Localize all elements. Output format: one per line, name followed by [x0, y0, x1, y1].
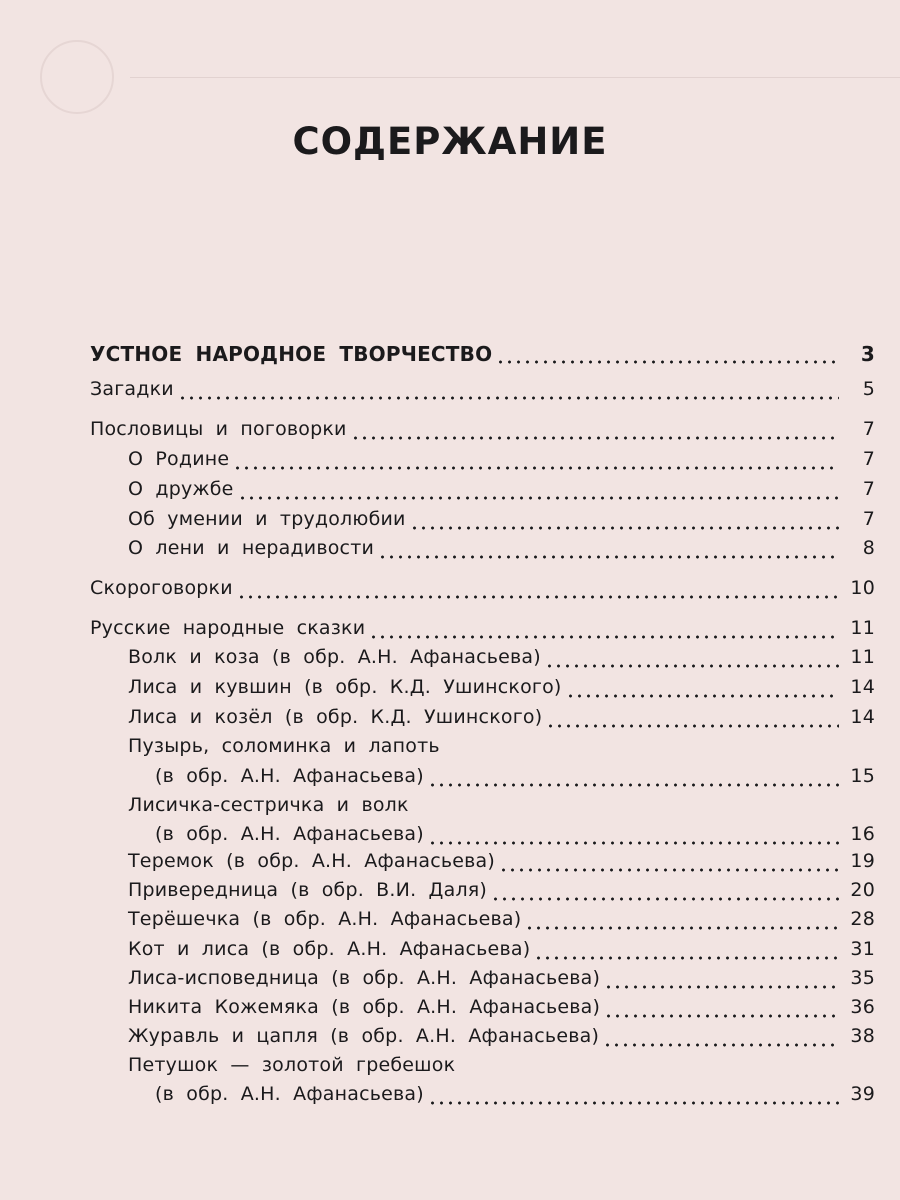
toc-entry-line1[interactable]: [128, 794, 875, 824]
toc-entry[interactable]: [128, 1025, 875, 1055]
toc-entry-title: Лисичка-сестричка и волк: [128, 794, 409, 816]
dot-leader: [428, 841, 839, 845]
toc-entry[interactable]: [90, 378, 875, 408]
dot-leader: [534, 956, 839, 960]
toc-entry-line2[interactable]: [155, 823, 875, 853]
toc-entry[interactable]: [128, 448, 875, 478]
toc-page-number: 7: [862, 508, 875, 530]
toc-entry-line1[interactable]: [128, 735, 875, 765]
dot-leader: [546, 724, 839, 728]
toc-entry[interactable]: [128, 967, 875, 997]
dot-leader: [499, 868, 839, 872]
toc-page-number: 15: [850, 765, 875, 787]
dot-leader: [566, 694, 839, 698]
toc-entry[interactable]: [128, 537, 875, 567]
toc-entry-title: Теремок (в обр. А.Н. Афанасьева): [128, 850, 495, 872]
toc-entry-title: Кот и лиса (в обр. А.Н. Афанасьева): [128, 938, 531, 960]
toc-entry[interactable]: [128, 850, 875, 880]
toc-page-number: 10: [850, 577, 875, 599]
toc-page-number: 14: [850, 676, 875, 698]
toc-entry-title: Лиса-исповедница (в обр. А.Н. Афанасьева): [128, 967, 601, 989]
toc-page-number: 5: [862, 378, 875, 400]
toc-entry-title: О дружбе: [128, 478, 234, 500]
toc-page-number: 19: [850, 850, 875, 872]
dot-leader: [369, 635, 839, 639]
toc-entry[interactable]: [128, 996, 875, 1026]
dot-leader: [545, 664, 839, 668]
toc-page-number: 7: [862, 478, 875, 500]
toc-entry-title: УСТНОЕ НАРОДНОЕ ТВОРЧЕСТВО: [90, 342, 493, 366]
toc-page-number: 11: [850, 646, 875, 668]
header-logo-bleedthrough: [40, 40, 114, 114]
dot-leader: [233, 466, 839, 470]
dot-leader: [178, 396, 839, 400]
toc-entry-title: (в обр. А.Н. Афанасьева): [155, 823, 424, 845]
toc-page-number: 11: [850, 617, 875, 639]
page-title: СОДЕРЖАНИЕ: [292, 120, 608, 163]
dot-leader: [237, 595, 839, 599]
dot-leader: [378, 555, 839, 559]
toc-entry[interactable]: [128, 938, 875, 968]
toc-entry-title: Об умении и трудолюбии: [128, 508, 406, 530]
dot-leader: [238, 496, 839, 500]
toc-page-number: 35: [850, 967, 875, 989]
toc-entry-title: Скороговорки: [90, 577, 233, 599]
toc-entry[interactable]: [128, 646, 875, 676]
toc-entry-title: (в обр. А.Н. Афанасьева): [155, 1083, 424, 1105]
toc-entry-title: Русские народные сказки: [90, 617, 366, 639]
toc-page-number: 31: [850, 938, 875, 960]
dot-leader: [604, 1014, 839, 1018]
toc-page-number: 16: [850, 823, 875, 845]
toc-entry[interactable]: [128, 508, 875, 538]
toc-entry-title: Никита Кожемяка (в обр. А.Н. Афанасьева): [128, 996, 601, 1018]
toc-entry-title: Петушок — золотой гребешок: [128, 1054, 456, 1076]
toc-entry-title: Пузырь, соломинка и лапоть: [128, 735, 440, 757]
toc-entry[interactable]: [90, 577, 875, 607]
dot-leader: [351, 436, 839, 440]
toc-entry[interactable]: [128, 676, 875, 706]
toc-entry[interactable]: [128, 478, 875, 508]
dot-leader: [428, 783, 839, 787]
toc-entry-line2[interactable]: [155, 765, 875, 795]
toc-section-oral-folk[interactable]: [90, 342, 875, 372]
toc-entry-title: Загадки: [90, 378, 174, 400]
toc-entry[interactable]: [90, 617, 875, 647]
dot-leader: [525, 926, 839, 930]
toc-page-number: 7: [862, 448, 875, 470]
toc-entry-title: Волк и коза (в обр. А.Н. Афанасьева): [128, 646, 541, 668]
toc-entry-line2[interactable]: [155, 1083, 875, 1113]
toc-entry-title: О Родине: [128, 448, 230, 470]
toc-page-number: 39: [850, 1083, 875, 1105]
toc-page-number: 7: [862, 418, 875, 440]
toc-page-number: 8: [862, 537, 875, 559]
toc-page-number: 36: [850, 996, 875, 1018]
dot-leader: [410, 526, 839, 530]
toc-page-number: 20: [850, 879, 875, 901]
toc-entry[interactable]: [90, 418, 875, 448]
toc-entry[interactable]: [128, 908, 875, 938]
header-rule: [130, 77, 900, 78]
toc-entry-title: Терёшечка (в обр. А.Н. Афанасьева): [128, 908, 522, 930]
toc-entry-title: Пословицы и поговорки: [90, 418, 347, 440]
toc-entry-title: Лиса и козёл (в обр. К.Д. Ушинского): [128, 706, 543, 728]
toc-entry[interactable]: [128, 706, 875, 736]
toc-entry-title: Лиса и кувшин (в обр. К.Д. Ушинского): [128, 676, 562, 698]
toc-entry-title: Привередница (в обр. В.И. Даля): [128, 879, 488, 901]
dot-leader: [428, 1101, 839, 1105]
toc-page-number: 38: [850, 1025, 875, 1047]
toc-page-number: 14: [850, 706, 875, 728]
dot-leader: [496, 360, 839, 364]
dot-leader: [603, 1043, 839, 1047]
toc-entry-title: (в обр. А.Н. Афанасьева): [155, 765, 424, 787]
toc-entry-title: О лени и нерадивости: [128, 537, 375, 559]
toc-entry-title: Журавль и цапля (в обр. А.Н. Афанасьева): [128, 1025, 600, 1047]
toc-page-number: 3: [860, 342, 875, 366]
toc-entry-line1[interactable]: [128, 1054, 875, 1084]
dot-leader: [604, 985, 839, 989]
toc-page-number: 28: [850, 908, 875, 930]
toc-entry[interactable]: [128, 879, 875, 909]
dot-leader: [491, 897, 839, 901]
